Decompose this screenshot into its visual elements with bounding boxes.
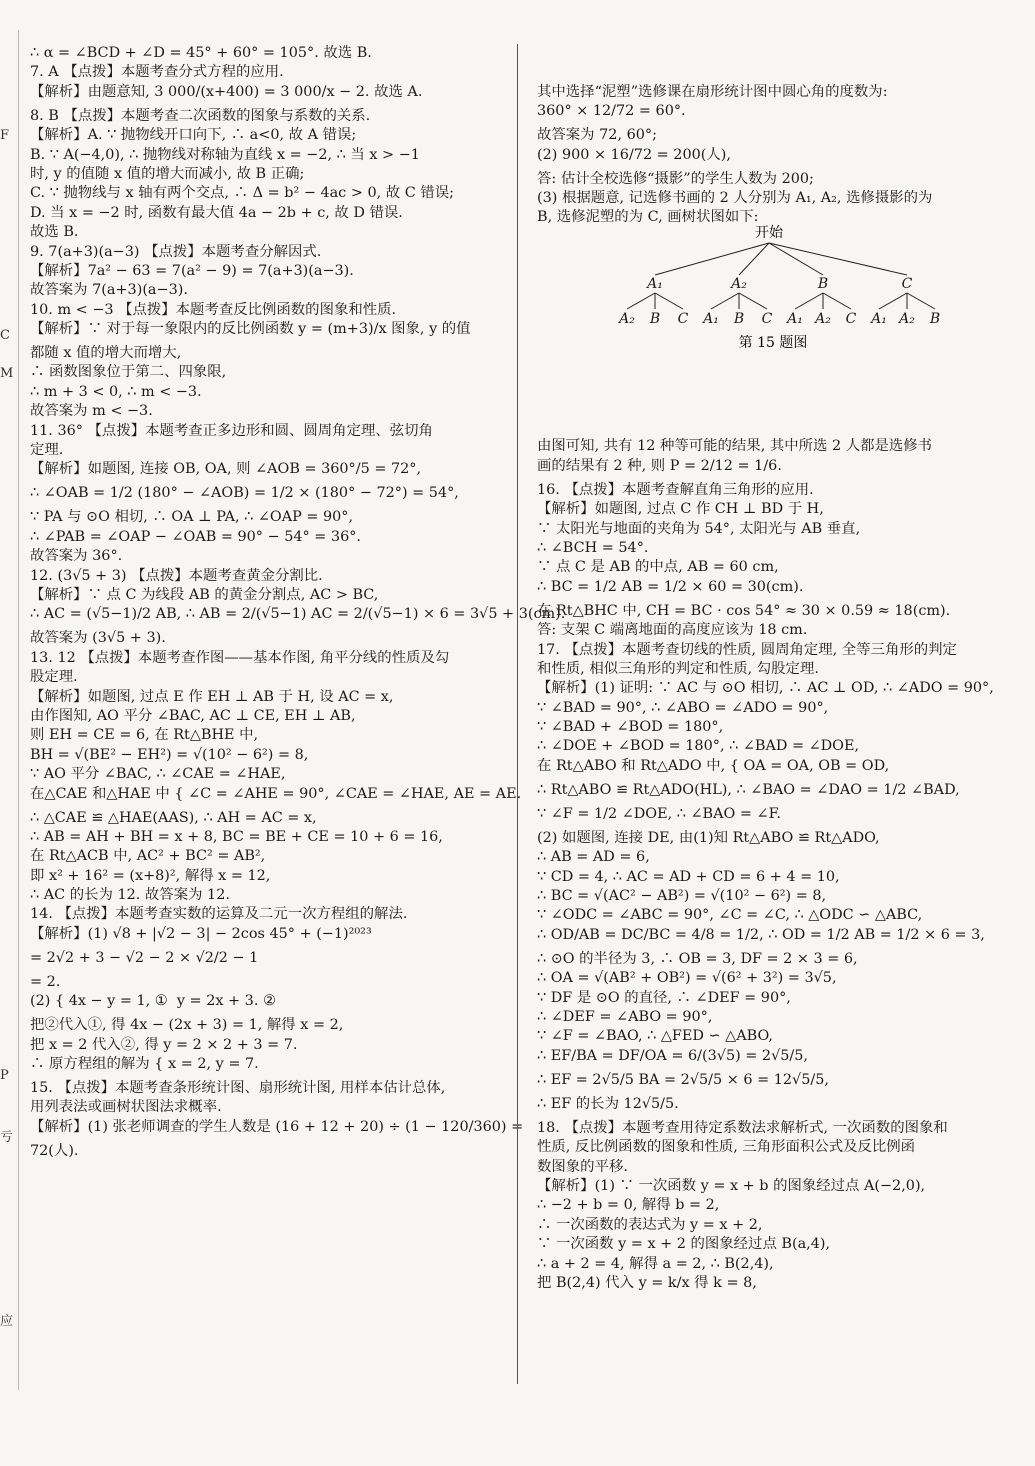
- text-line: 【解析】如题图, 过点 E 作 EH ⊥ AB 于 H, 设 AC = x,: [30, 688, 394, 705]
- text-line: 【解析】A. ∵ 抛物线开口向下, ∴ a<0, 故 A 错误;: [30, 127, 357, 144]
- text-line: ∴ EF = 2√5/5 BA = 2√5/5 × 6 = 12√5/5,: [537, 1071, 829, 1088]
- text-line: 10. m < −3 【点拨】本题考查反比例函数的图象和性质.: [30, 301, 397, 318]
- tree-node-l2: B: [733, 311, 745, 327]
- tree-node-l2: C: [677, 311, 689, 327]
- text-line: ∴ AB = AH + BH = x + 8, BC = BE + CE = 10 + 6 = 16,: [30, 828, 443, 845]
- text-line: ∵ CD = 4, ∴ AC = AD + CD = 6 + 4 = 10,: [537, 868, 840, 885]
- text-line: 故选 B.: [30, 224, 79, 241]
- tree-branch: [823, 293, 851, 309]
- text-line: C. ∵ 抛物线与 x 轴有两个交点, ∴ Δ = b² − 4ac > 0, 故 C 错误;: [30, 185, 454, 202]
- text-line: ∵ 太阳光与地面的夹角为 54°, 太阳光与 AB 垂直,: [537, 520, 861, 537]
- text-line: 8. B 【点拨】本题考查二次函数的图象与系数的关系.: [30, 107, 371, 124]
- tree-branch: [795, 293, 823, 309]
- edge-mark: 应: [0, 1314, 14, 1329]
- text-line: ∵ DF 是 ⊙O 的直径, ∴ ∠DEF = 90°,: [537, 989, 791, 1006]
- text-line: 定理.: [30, 442, 64, 459]
- text-line: ∵ AO 平分 ∠BAC, ∴ ∠CAE = ∠HAE,: [30, 766, 286, 783]
- text-line: ∵ ∠BAD = 90°, ∴ ∠ABO = ∠ADO = 90°,: [537, 699, 829, 716]
- tree-node-l1: A₁: [647, 276, 663, 292]
- text-line: 13. 12 【点拨】本题考查作图——基本作图, 角平分线的性质及勾: [30, 649, 450, 666]
- text-line: 数图象的平移.: [537, 1158, 628, 1175]
- tree-branch: [655, 293, 683, 309]
- tree-node-l2: B: [929, 311, 941, 327]
- text-line: 在 Rt△ABO 和 Rt△ADO 中, { OA = OA, OB = OD,: [537, 757, 890, 774]
- text-line: ∵ ∠F = ∠BAO, ∴ △FED ∽ △ABO,: [537, 1028, 773, 1045]
- text-line: 答: 支架 C 端离地面的高度应该为 18 cm.: [537, 622, 808, 639]
- tree-node-l2: C: [761, 311, 773, 327]
- text-line: 故答案为 (3√5 + 3).: [30, 630, 166, 647]
- text-line: ∴ △CAE ≌ △HAE(AAS), ∴ AH = AC = x,: [30, 809, 317, 826]
- text-line: ∴ ∠DEF = ∠ABO = 90°,: [537, 1008, 713, 1025]
- text-line: 12. (3√5 + 3) 【点拨】本题考查黄金分割比.: [30, 567, 323, 584]
- text-line: ∴ a + 2 = 4, 解得 a = 2, ∴ B(2,4),: [537, 1255, 774, 1272]
- text-line: 性质, 反比例函数的图象和性质, 三角形面积公式及反比例函: [537, 1139, 916, 1156]
- text-line: ∴ BC = √(AC² − AB²) = √(10² − 6²) = 8,: [537, 888, 827, 905]
- text-line: (3) 根据题意, 记选修书画的 2 人分别为 A₁, A₂, 选修摄影的为: [537, 189, 933, 206]
- text-line: 都随 x 值的增大而增大,: [30, 345, 182, 362]
- text-line: ∴ OA = √(AB² + OB²) = √(6² + 3²) = 3√5,: [537, 970, 837, 987]
- text-line: 72(人).: [30, 1142, 79, 1159]
- text-line: 时, y 的值随 x 值的增大而减小, 故 B 正确;: [30, 165, 305, 182]
- text-line: (2) 如题图, 连接 DE, 由(1)知 Rt△ABO ≌ Rt△ADO,: [537, 829, 880, 846]
- text-line: 11. 36° 【点拨】本题考查正多边形和圆、圆周角定理、弦切角: [30, 422, 433, 439]
- text-line: 【解析】∵ 点 C 为线段 AB 的黄金分割点, AC > BC,: [30, 586, 379, 603]
- text-line: 把②代入①, 得 4x − (2x + 3) = 1, 解得 x = 2,: [30, 1017, 344, 1034]
- tree-branch: [711, 293, 739, 309]
- text-line: 在 Rt△ACB 中, AC² + BC² = AB²,: [30, 848, 266, 865]
- text-line: 【解析】如题图, 连接 OB, OA, 则 ∠AOB = 360°/5 = 72°,: [30, 461, 422, 478]
- text-line: ∵ PA 与 ⊙O 相切, ∴ OA ⊥ PA, ∴ ∠OAP = 90°,: [30, 509, 354, 526]
- text-line: 其中选择“泥塑”选修课在扇形统计图中圆心角的度数为:: [537, 83, 888, 100]
- text-line: D. 当 x = −2 时, 函数有最大值 4a − 2b + c, 故 D 错误.: [30, 204, 403, 221]
- tree-branch: [769, 243, 823, 275]
- text-line: ∴ OD/AB = DC/BC = 4/8 = 1/2, ∴ OD = 1/2 AB = 1/2 × 6 = 3,: [537, 926, 985, 943]
- text-line: 则 EH = CE = 6, 在 Rt△BHE 中,: [30, 727, 259, 744]
- text-line: 用列表法或画树状图法求概率.: [30, 1099, 222, 1116]
- text-line: 9. 7(a+3)(a−3) 【点拨】本题考查分解因式.: [30, 243, 322, 260]
- right-column-top: [537, 83, 1013, 228]
- text-line: BH = √(BE² − EH²) = √(10² − 6²) = 8,: [30, 746, 309, 763]
- text-line: ∴ AC = (√5−1)/2 AB, ∴ AB = 2/(√5−1) AC = 2/(√5−1) × 6 = 3√5 + 3(cm).: [30, 606, 566, 623]
- tree-node-l2: A₁: [871, 311, 887, 327]
- binding-margin-line: [18, 30, 19, 1390]
- tree-node-l2: C: [845, 311, 857, 327]
- text-line: B, 选修泥塑的为 C, 画树状图如下:: [537, 209, 759, 226]
- tree-node-l1: C: [901, 276, 913, 292]
- tree-node-l2: A₂: [899, 311, 915, 327]
- text-line: 16. 【点拨】本题考查解直角三角形的应用.: [537, 481, 814, 498]
- text-line: 【解析】(1) 证明: ∵ AC 与 ⊙O 相切, ∴ AC ⊥ OD, ∴ ∠ADO = 90°,: [537, 680, 994, 697]
- tree-branch: [769, 243, 907, 275]
- text-line: ∴ EF/BA = DF/OA = 6/(3√5) = 2√5/5,: [537, 1047, 808, 1064]
- text-line: ∴ AB = AD = 6,: [537, 849, 650, 866]
- text-line: 17. 【点拨】本题考查切线的性质, 圆周角定理, 全等三角形的判定: [537, 641, 957, 658]
- text-line: ∴ EF 的长为 12√5/5.: [537, 1095, 679, 1112]
- tree-root-label: 开始: [755, 225, 783, 241]
- text-line: ∴ ∠BCH = 54°.: [537, 539, 649, 556]
- text-line: 即 x² + 16² = (x+8)², 解得 x = 12,: [30, 867, 271, 884]
- right-column-bottom: [537, 437, 1013, 1293]
- tree-branch: [627, 293, 655, 309]
- text-line: ∴ −2 + b = 0, 解得 b = 2,: [537, 1197, 720, 1214]
- text-line: 答: 估计全校选修“摄影”的学生人数为 200;: [537, 170, 814, 187]
- text-line: 和性质, 相似三角形的判定和性质, 勾股定理.: [537, 660, 819, 677]
- text-line: 在 Rt△BHC 中, CH = BC · cos 54° ≈ 30 × 0.59 ≈ 18(cm).: [537, 602, 951, 619]
- text-line: ∵ ∠ODC = ∠ABC = 90°, ∠C = ∠C, ∴ △ODC ∽ △ABC,: [537, 907, 923, 924]
- text-line: 画的结果有 2 种, 则 P = 2/12 = 1/6.: [537, 457, 782, 474]
- text-line: 【解析】由题意知, 3 000/(x+400) = 3 000/x − 2. 故选 A.: [30, 83, 423, 100]
- text-line: 15. 【点拨】本题考查条形统计图、扇形统计图, 用样本估计总体,: [30, 1080, 446, 1097]
- text-line: ∵ 一次函数 y = x + 2 的图象经过点 B(a,4),: [537, 1236, 831, 1253]
- text-line: 由图可知, 共有 12 种等可能的结果, 其中所选 2 人都是选修书: [537, 438, 933, 455]
- text-line: 故答案为 7(a+3)(a−3).: [30, 282, 188, 299]
- tree-node-l2: A₂: [619, 311, 635, 327]
- text-line: B. ∵ A(−4,0), ∴ 抛物线对称轴为直线 x = −2, ∴ 当 x > −1: [30, 146, 420, 163]
- text-line: 故答案为 72, 60°;: [537, 127, 657, 144]
- tree-diagram: [537, 225, 1013, 357]
- text-line: ∴ 函数图象位于第二、四象限,: [30, 364, 227, 381]
- text-line: ∴ AC 的长为 12. 故答案为 12.: [30, 887, 230, 904]
- tree-node-l2: A₂: [815, 311, 831, 327]
- text-line: = 2√2 + 3 − √2 − 2 × √2/2 − 1: [30, 949, 259, 966]
- text-line: 由作图知, AO 平分 ∠BAC, AC ⊥ CE, EH ⊥ AB,: [30, 707, 356, 724]
- text-line: 股定理.: [30, 669, 78, 686]
- tree-node-l1: A₂: [731, 276, 747, 292]
- text-line: ∵ 点 C 是 AB 的中点, AB = 60 cm,: [537, 559, 779, 576]
- left-column: [30, 44, 566, 1386]
- text-line: ∴ Rt△ABO ≌ Rt△ADO(HL), ∴ ∠BAO = ∠DAO = 1/2 ∠BAD,: [537, 781, 960, 798]
- text-line: ∴ m + 3 < 0, ∴ m < −3.: [30, 383, 202, 400]
- edge-mark: 亏: [0, 1130, 14, 1145]
- text-line: ∴ 原方程组的解为 { x = 2, y = 7.: [30, 1056, 259, 1073]
- text-line: 【解析】(1) √8 + |√2 − 3| − 2cos 45° + (−1)²⁰²³: [30, 925, 372, 942]
- text-line: 把 B(2,4) 代入 y = k/x 得 k = 8,: [537, 1274, 757, 1291]
- edge-mark: C: [0, 328, 10, 343]
- text-line: (2) 900 × 16/72 = 200(人),: [537, 146, 731, 163]
- edge-mark: F: [0, 128, 10, 143]
- text-line: 【解析】7a² − 63 = 7(a² − 9) = 7(a+3)(a−3).: [30, 262, 354, 279]
- tree-branch: [879, 293, 907, 309]
- text-line: ∴ ⊙O 的半径为 3, ∴ OB = 3, DF = 2 × 3 = 6,: [537, 950, 858, 967]
- text-line: 故答案为 m < −3.: [30, 403, 153, 420]
- edge-mark: M: [0, 366, 14, 381]
- text-line: ∴ ∠OAB = 1/2 (180° − ∠AOB) = 1/2 × (180° − 72°) = 54°,: [30, 485, 459, 502]
- text-line: 18. 【点拨】本题考查用待定系数法求解析式, 一次函数的图象和: [537, 1119, 948, 1136]
- text-line: ∴ BC = 1/2 AB = 1/2 × 60 = 30(cm).: [537, 578, 804, 595]
- tree-node-l2: A₁: [703, 311, 719, 327]
- text-line: 7. A 【点拨】本题考查分式方程的应用.: [30, 64, 284, 81]
- column-divider: [517, 44, 518, 1384]
- text-line: 把 x = 2 代入②, 得 y = 2 × 2 + 3 = 7.: [30, 1036, 298, 1053]
- text-line: 【解析】∵ 对于每一象限内的反比例函数 y = (m+3)/x 图象, y 的值: [30, 321, 471, 338]
- edge-mark: P: [0, 1068, 9, 1083]
- text-line: = 2.: [30, 973, 61, 990]
- text-line: 14. 【点拨】本题考查实数的运算及二元一次方程组的解法.: [30, 906, 408, 923]
- tree-branch: [907, 293, 935, 309]
- text-line: ∴ ∠PAB = ∠OAP − ∠OAB = 90° − 54° = 36°.: [30, 528, 361, 545]
- text-line: (2) { 4x − y = 1, ① y = 2x + 3. ②: [30, 993, 276, 1010]
- text-line: 【解析】(1) ∵ 一次函数 y = x + b 的图象经过点 A(−2,0),: [537, 1177, 926, 1194]
- text-line: 360° × 12/72 = 60°.: [537, 103, 686, 120]
- tree-caption: 第 15 题图: [738, 335, 808, 351]
- text-line: ∴ α = ∠BCD + ∠D = 45° + 60° = 105°. 故选 B.: [30, 45, 372, 61]
- text-line: 在△CAE 和△HAE 中 { ∠C = ∠AHE = 90°, ∠CAE = ∠HAE, AE = AE.: [30, 785, 522, 802]
- tree-node-l2: A₁: [787, 311, 803, 327]
- tree-branch: [739, 293, 767, 309]
- text-line: ∴ ∠DOE + ∠BOD = 180°, ∴ ∠BAD = ∠DOE,: [537, 738, 860, 755]
- text-line: 【解析】(1) 张老师调查的学生人数是 (16 + 12 + 20) ÷ (1 − 120/360) =: [30, 1118, 524, 1135]
- tree-branch: [655, 243, 769, 275]
- text-line: ∵ ∠F = 1/2 ∠DOE, ∴ ∠BAO = ∠F.: [537, 805, 781, 822]
- tree-branch: [739, 243, 769, 275]
- text-line: 故答案为 36°.: [30, 548, 123, 565]
- text-line: 【解析】如题图, 过点 C 作 CH ⊥ BD 于 H,: [537, 501, 824, 518]
- text-line: ∴ 一次函数的表达式为 y = x + 2,: [537, 1216, 763, 1233]
- tree-node-l2: B: [649, 311, 661, 327]
- text-line: ∵ ∠BAD + ∠BOD = 180°,: [537, 719, 724, 736]
- tree-node-l1: B: [817, 276, 829, 292]
